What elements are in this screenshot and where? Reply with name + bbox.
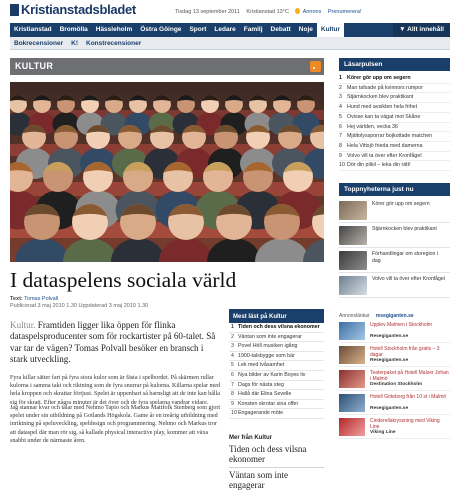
ad-source: Resegiganten.se xyxy=(370,334,409,339)
lasarpulsen-header: Läsarpulsen xyxy=(339,58,450,71)
list-item[interactable]: 8 Hela Vittsjö frieda med damerna xyxy=(339,142,450,152)
list-item[interactable]: 3 Stjärnkocken blev praktikant xyxy=(339,93,450,103)
news-thumbnail xyxy=(339,251,367,270)
list-item[interactable]: 3 Povel Höll musiken igång xyxy=(229,342,324,352)
publish-dates: Publicerad 3 maj 2010 1.30 Uppdaterad 3 maj 2010 1.30 xyxy=(10,303,149,309)
article-headline: I dataspelens sociala värld xyxy=(10,268,237,292)
lead-kicker: Kultur. xyxy=(10,320,36,330)
ad-label: Annonslänkar xyxy=(339,313,370,319)
section-header xyxy=(10,58,324,75)
ad-thumbnail xyxy=(339,418,365,436)
most-read-title: Mest läst på Kultur xyxy=(229,311,324,323)
main-nav xyxy=(10,23,450,37)
nav-item-bromolla[interactable]: Bromölla xyxy=(59,26,88,33)
ad-header xyxy=(339,313,450,319)
list-item[interactable]: 7 Mjältolyssporrar bojkottade matchen xyxy=(339,132,450,142)
annons-link[interactable]: Annons xyxy=(302,9,322,15)
rss-icon[interactable] xyxy=(310,61,321,72)
more-from-link[interactable]: Väntan som inte engagerar xyxy=(229,470,288,490)
list-item[interactable]: 8 Hallå där Elina Sevelle xyxy=(229,390,324,400)
subscribe-link[interactable]: Prenumerera! xyxy=(327,9,362,15)
ad-brand[interactable]: resegiganten.se xyxy=(375,313,414,319)
nav-item-ledare[interactable]: Ledare xyxy=(214,26,236,33)
list-item[interactable]: 4 1900-talsbygge som bär xyxy=(229,352,324,362)
ad-thumbnail xyxy=(339,370,365,388)
news-title: Stjärnkocken blev praktikant xyxy=(372,226,437,232)
lasarpulsen-list xyxy=(339,74,450,171)
author-link[interactable]: Tomas Polvall xyxy=(24,296,59,302)
ad-title: Upplev Malmen i Stockholm xyxy=(370,322,432,328)
ad-item[interactable] xyxy=(339,393,450,415)
ad-source: Destination Stockholm xyxy=(370,382,422,387)
ad-thumbnail xyxy=(339,394,365,412)
ad-source: Resegiganten.se xyxy=(370,358,409,363)
photo-crowd-illustration xyxy=(10,82,324,262)
ad-item[interactable] xyxy=(339,345,450,367)
site-header xyxy=(0,0,460,22)
list-item[interactable]: 6 Nya bilder av Karin Boyes liv xyxy=(229,371,324,381)
logo-text: Kristianstadsbladet xyxy=(21,2,136,17)
news-thumbnail xyxy=(339,201,367,220)
ad-title: Hotell Stockholm från gratis – 3 dagar xyxy=(370,346,440,358)
byline xyxy=(10,296,58,302)
most-read-box xyxy=(229,309,324,419)
sub-nav xyxy=(10,37,450,50)
ad-thumbnail xyxy=(339,346,365,364)
weather-text: Kristianstad 13°C xyxy=(246,9,289,15)
ad-title: Teaterpaket på Hotell Malzer Johan i Malmö xyxy=(370,370,449,382)
ad-title: Cinderellakryssning med Viking Line xyxy=(370,418,440,430)
date-text: Tisdag 13 september 2011 xyxy=(175,9,240,15)
news-item[interactable] xyxy=(339,250,450,273)
list-item[interactable]: 10Engagerande möte xyxy=(229,409,324,419)
list-item[interactable]: 9 Konsten skrotar sina offer xyxy=(229,400,324,410)
nav-item-sport[interactable]: Sport xyxy=(189,26,207,33)
list-item[interactable]: 2 Väntan som inte engagerar xyxy=(229,333,324,343)
nav-item-hassleholm[interactable]: Hässleholm xyxy=(95,26,133,33)
nav-item-ostra-goinge[interactable]: Östra Göinge xyxy=(140,26,182,33)
list-item[interactable]: 10 Dör din pilkil – leka din rätt! xyxy=(339,161,450,171)
news-item[interactable] xyxy=(339,225,450,248)
list-item[interactable]: 7 Dags för nästa steg xyxy=(229,381,324,391)
list-item[interactable]: 5 Lek med tvåsamhet xyxy=(229,361,324,371)
byline-label: Text: xyxy=(10,296,23,302)
list-item[interactable]: 4 Hund med avsikten hela frihet xyxy=(339,103,450,113)
list-item[interactable]: 9 Volvo vill ta över efter Kronfågel xyxy=(339,152,450,162)
subnav-item-konstrecensioner[interactable]: Konstrecensioner xyxy=(86,39,142,47)
list-item[interactable]: 2 Man tafsade på kvinnors rumpor xyxy=(339,84,450,94)
article-paragraph: Jag stannar kvar och talar med Nehmo Tapio och Markus Mattfolk Stenberg som gjort spelet under sin utbildning på Gotlands Högskola. Game år en treårig utbildning med inriktning på speluveckling, speldesign och programmering. Nehmo och Markus tror att dataspel där man rör sig, så kallade physical interactive play, kommer att växa snabbt under de närmaste åren. xyxy=(10,405,221,444)
nav-item-familj[interactable]: Familj xyxy=(243,26,263,33)
ad-item[interactable] xyxy=(339,417,450,439)
divider xyxy=(229,467,324,468)
nav-item-kultur[interactable]: Kultur xyxy=(317,23,344,37)
article-lead xyxy=(10,320,222,365)
list-item[interactable]: 6 Hej världen, vecka 36 xyxy=(339,123,450,133)
nav-item-kristianstad[interactable]: Kristianstad xyxy=(14,26,52,33)
section-title: KULTUR xyxy=(15,61,54,71)
news-thumbnail xyxy=(339,226,367,245)
news-title: Förhandlingar om storegion i dag xyxy=(372,251,439,264)
more-from-link[interactable]: Tiden och dess vilsna ekonomer xyxy=(229,444,307,464)
subnav-item-k[interactable]: K! xyxy=(71,39,78,47)
list-item[interactable]: 5 Ovisse kan ta vägat mot Skåne xyxy=(339,113,450,123)
subnav-item-bokrecensioner[interactable]: Bokrecensioner xyxy=(14,39,64,47)
ad-item[interactable] xyxy=(339,369,450,391)
list-item[interactable]: 1 Tiden och dess vilsna ekonomer xyxy=(229,323,324,333)
nav-item-debatt[interactable]: Debatt xyxy=(270,26,291,33)
ad-source: Resegiganten.se xyxy=(370,406,409,411)
news-title: Volvo vill ta över efter Kronfågel xyxy=(372,276,445,282)
news-item[interactable] xyxy=(339,275,450,298)
list-item[interactable]: 1 Körer gör upp om segern xyxy=(339,74,450,84)
more-from-title: Mer från Kultur xyxy=(229,435,273,441)
ad-source: Viking Line xyxy=(370,430,396,435)
top-info xyxy=(175,8,367,15)
article-photo xyxy=(10,82,324,262)
nav-item-noje[interactable]: Noje xyxy=(298,26,313,33)
article-paragraph: Fyra killar sätter fart på fyra stora kulor som är fästa i spelbordet. På skärmen rullar kulorna i samma takt och riktning som de fyra snurrar på kulorna. Killarna spelar med hela kroppen och skrattar förtjust. Spelet är uppenbart så barnsligt att de inte kan hålla sig för skratt. Efter några minuter är det över och de fyra spelarna vandrar vidare. xyxy=(10,375,221,406)
all-content-menu[interactable]: ▼ Allt innehåll xyxy=(393,23,450,37)
lead-text: Framtiden ligger lika öppen för flinka dataspelsproducenter som för rockartister på 60-talet. Så var tar de vägen? Tomas Polvall besöker en bransch i stark utveckling. xyxy=(10,320,216,364)
news-item[interactable] xyxy=(339,200,450,223)
site-logo[interactable] xyxy=(10,2,136,17)
news-thumbnail xyxy=(339,276,367,295)
ad-thumbnail xyxy=(339,322,365,340)
top-news-header: Toppnyheterna just nu xyxy=(339,183,450,196)
weather-icon xyxy=(295,8,300,14)
news-title: Körer gör upp om segern xyxy=(372,201,430,207)
ad-item[interactable] xyxy=(339,321,450,343)
logo-icon xyxy=(10,4,19,16)
ad-title: Hotell Göteborg från 10 st i Malmö xyxy=(370,394,447,400)
